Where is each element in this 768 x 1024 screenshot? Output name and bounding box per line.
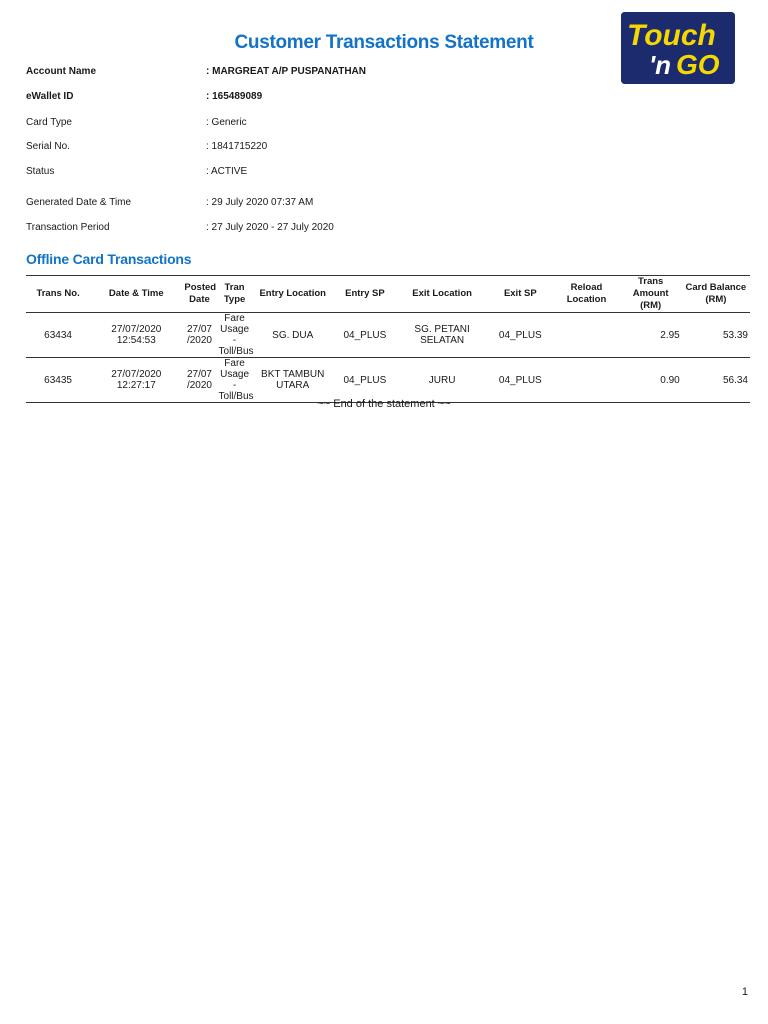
trans-amount-cell: 2.95 xyxy=(620,313,682,358)
card-type-value: : Generic xyxy=(206,117,247,128)
tran-type-cell: Fare Usage - Toll/Bus xyxy=(218,313,254,357)
svg-text:'n: 'n xyxy=(649,50,672,80)
statement-title: Customer Transactions Statement xyxy=(234,32,534,53)
entry-sp-cell: 04_PLUS xyxy=(333,358,397,403)
transactions-table xyxy=(26,275,750,403)
trans-amount-cell: 0.90 xyxy=(620,358,682,403)
entry-location-cell: BKT TAMBUN UTARA xyxy=(253,358,333,403)
svg-text:GO: GO xyxy=(676,49,720,80)
date-time-cell: 27/07/2020 12:54:53 xyxy=(90,313,182,358)
account-name-value: : MARGREAT A/P PUSPANATHAN xyxy=(206,66,366,77)
posted-date-cell: 27/07 /2020 xyxy=(182,358,216,403)
generated-datetime-value: : 29 July 2020 07:37 AM xyxy=(206,197,314,208)
table-header-row xyxy=(26,276,750,313)
end-of-statement: ~~ End of the statement ~~ xyxy=(317,398,451,410)
generated-datetime-label: Generated Date & Time xyxy=(26,197,132,208)
status-value: : ACTIVE xyxy=(206,166,248,177)
posted-date-cell: 27/07 /2020 xyxy=(182,313,216,358)
trans-no-cell: 63435 xyxy=(26,358,90,403)
account-name-label: Account Name xyxy=(26,66,97,77)
section-title: Offline Card Transactions xyxy=(26,251,192,267)
table-row xyxy=(26,358,750,403)
reload-location-cell xyxy=(553,358,619,403)
ewallet-id-value: : 165489089 xyxy=(206,91,263,102)
ewallet-id-label: eWallet ID xyxy=(26,91,74,102)
column-header: Posted Date xyxy=(182,276,216,313)
page-number: 1 xyxy=(741,986,748,998)
card-balance-cell: 56.34 xyxy=(682,358,750,403)
date-time-cell: 27/07/2020 12:27:17 xyxy=(90,358,182,403)
column-header: Tran Type xyxy=(217,276,253,313)
column-header: Entry SP xyxy=(333,276,397,313)
tran-type-cell: Fare Usage - Toll/Bus xyxy=(218,358,254,402)
status-label: Status xyxy=(26,166,55,177)
touch-n-go-logo xyxy=(621,12,735,84)
column-header: Date & Time xyxy=(90,276,182,313)
column-header: Entry Location xyxy=(253,276,333,313)
transaction-period-label: Transaction Period xyxy=(26,222,110,233)
column-header: Trans Amount (RM) xyxy=(620,276,682,313)
column-header: Card Balance (RM) xyxy=(682,276,750,313)
exit-location-cell: JURU xyxy=(397,358,487,403)
column-header: Trans No. xyxy=(26,276,90,313)
card-balance-cell: 53.39 xyxy=(682,313,750,358)
transaction-period-value: : 27 July 2020 - 27 July 2020 xyxy=(206,222,334,233)
column-header: Exit SP xyxy=(487,276,553,313)
exit-sp-cell: 04_PLUS xyxy=(487,313,553,358)
reload-location-cell xyxy=(553,313,619,358)
exit-sp-cell: 04_PLUS xyxy=(487,358,553,403)
serial-no-label: Serial No. xyxy=(26,141,70,152)
table-row xyxy=(26,313,750,358)
exit-location-cell: SG. PETANI SELATAN xyxy=(397,313,487,358)
svg-text:Touch: Touch xyxy=(627,19,716,52)
entry-location-cell: SG. DUA xyxy=(253,313,333,358)
card-type-label: Card Type xyxy=(26,117,72,128)
column-header: Exit Location xyxy=(397,276,487,313)
column-header: Reload Location xyxy=(553,276,619,313)
entry-sp-cell: 04_PLUS xyxy=(333,313,397,358)
trans-no-cell: 63434 xyxy=(26,313,90,358)
serial-no-value: : 1841715220 xyxy=(206,141,268,152)
